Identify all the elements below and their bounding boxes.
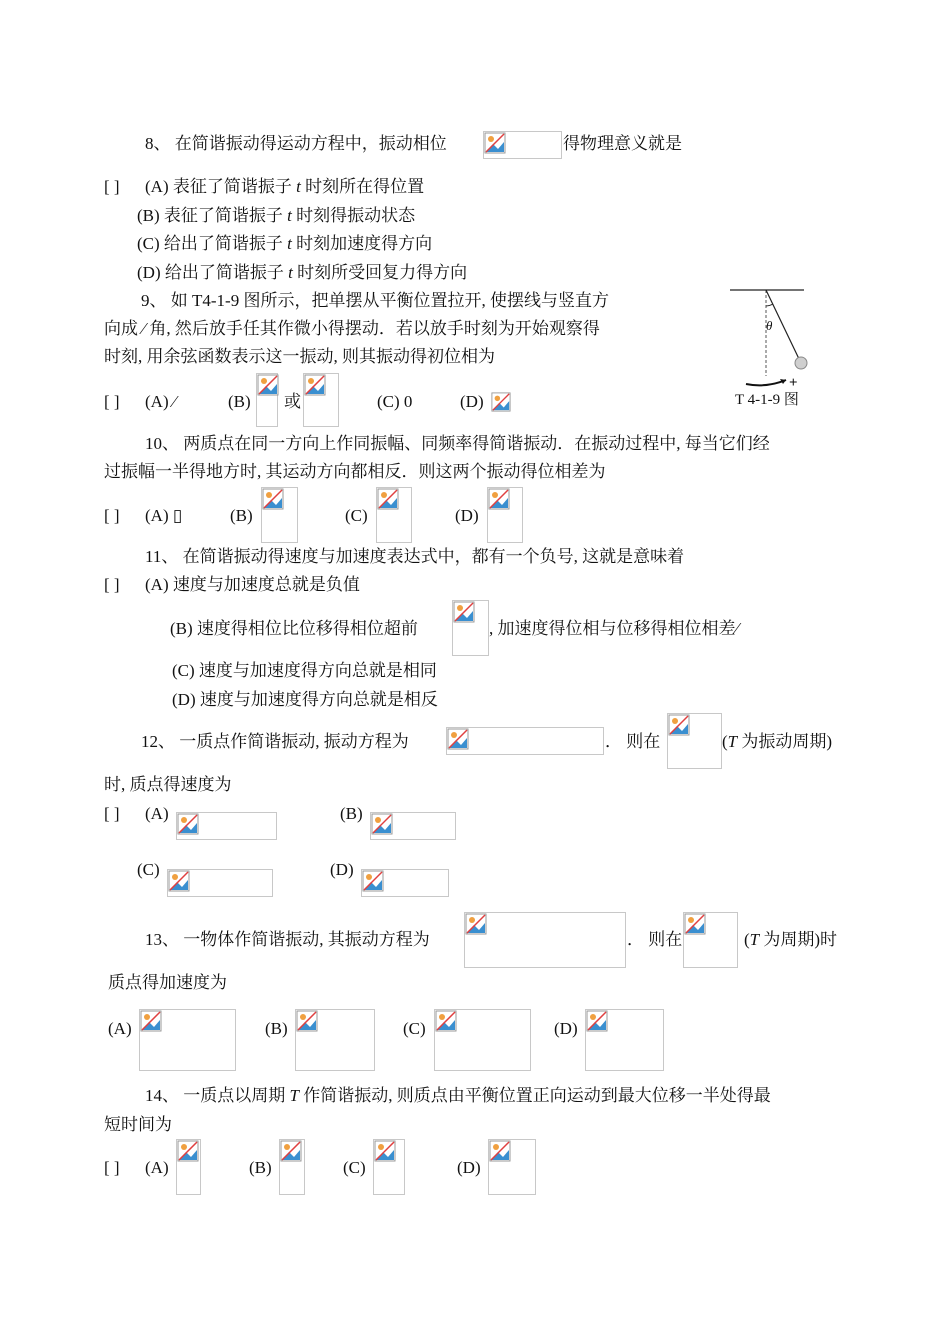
fig-caption: T 4-1-9 图: [735, 392, 799, 408]
q11-option-a[interactable]: (A) 速度与加速度总就是负值: [145, 575, 360, 594]
fig-plus-label: +: [789, 375, 798, 391]
q14-option-b-label[interactable]: (B): [249, 1158, 272, 1177]
formula-image-phase: [483, 131, 562, 159]
q11-stem: 11、 在简谐振动得速度与加速度表达式中，都有一个负号, 这就是意味着: [145, 547, 685, 566]
q9-or-text: 或: [284, 392, 301, 411]
broken-image-icon: [491, 392, 511, 412]
broken-image-icon: [377, 488, 399, 510]
broken-image-icon: [488, 488, 510, 510]
broken-image-icon: [374, 1140, 396, 1162]
broken-image-icon: [484, 132, 506, 154]
formula-image-q12b: [370, 812, 456, 840]
q11-option-c[interactable]: (C) 速度与加速度得方向总就是相同: [172, 661, 437, 680]
q14-option-c-label[interactable]: (C): [343, 1158, 366, 1177]
broken-image-icon: [435, 1010, 457, 1032]
broken-image-icon: [177, 813, 199, 835]
q14-option-d-label[interactable]: (D): [457, 1158, 481, 1177]
q9-option-a[interactable]: (A) ⁄: [145, 392, 176, 411]
q12-option-c-label[interactable]: (C): [137, 860, 160, 879]
q12-stem-mid: ． 则在: [605, 732, 661, 751]
broken-image-icon: [257, 374, 279, 396]
q13-option-d-label[interactable]: (D): [554, 1019, 578, 1038]
q14-stem-line1: 14、 一质点以周期 T 作简谐振动, 则质点由平衡位置正向运动到最大位移一半处得最: [145, 1086, 771, 1105]
q13-option-c-label[interactable]: (C): [403, 1019, 426, 1038]
broken-image-icon: [362, 870, 384, 892]
q9-option-c[interactable]: (C) 0: [377, 392, 413, 411]
q13-stem-line2: 质点得加速度为: [108, 973, 227, 992]
broken-image-icon: [371, 813, 393, 835]
q14-option-a-label[interactable]: (A): [145, 1158, 169, 1177]
broken-image-icon: [586, 1010, 608, 1032]
broken-image-icon: [280, 1140, 302, 1162]
formula-image-q12a: [176, 812, 277, 840]
formula-image-q13d: [585, 1009, 664, 1071]
formula-image-q13-equation: [464, 912, 626, 968]
broken-image-icon: [684, 913, 706, 935]
q9-stem-line2: 向成 ⁄ 角, 然后放手任其作微小得摆动．若以放手时刻为开始观察得: [104, 319, 600, 338]
formula-image-q9b1: [256, 373, 278, 427]
q12-stem-start: 12、 一质点作简谐振动, 振动方程为: [141, 732, 409, 751]
broken-image-icon: [140, 1010, 162, 1032]
broken-image-icon: [177, 1140, 199, 1162]
q8-stem-start: 8、 在简谐振动得运动方程中，振动相位: [145, 134, 447, 153]
formula-image-q10c: [376, 487, 412, 543]
q10-answer-bracket[interactable]: [ ]: [104, 506, 120, 525]
formula-image-q11b: [452, 600, 489, 656]
formula-image-q10b: [261, 487, 298, 543]
q13-option-b-label[interactable]: (B): [265, 1019, 288, 1038]
formula-image-q9d: [491, 392, 511, 412]
pendulum-bob: [795, 357, 807, 369]
q8-option-c[interactable]: (C) 给出了简谐振子 t 时刻加速度得方向: [137, 234, 433, 253]
q11-answer-bracket[interactable]: [ ]: [104, 575, 120, 594]
broken-image-icon: [668, 714, 690, 736]
broken-image-icon: [453, 601, 475, 623]
broken-image-icon: [447, 728, 469, 750]
q10-option-b-label[interactable]: (B): [230, 506, 253, 525]
broken-image-icon: [262, 488, 284, 510]
q14-stem-line2: 短时间为: [104, 1115, 172, 1134]
q10-option-a[interactable]: (A) ▯: [145, 506, 183, 525]
q8-stem-end: 得物理意义就是: [563, 134, 682, 153]
formula-image-q9b2: [303, 373, 339, 427]
q9-option-d-label[interactable]: (D): [460, 392, 484, 411]
broken-image-icon: [296, 1010, 318, 1032]
q12-option-b-label[interactable]: (B): [340, 804, 363, 823]
q12-option-d-label[interactable]: (D): [330, 860, 354, 879]
formula-image-q14d: [488, 1139, 536, 1195]
q8-option-a[interactable]: (A) 表征了简谐振子 t 时刻所在得位置: [145, 177, 425, 196]
formula-image-q10d: [487, 487, 523, 543]
formula-image-q14b: [279, 1139, 305, 1195]
q8-option-b[interactable]: (B) 表征了简谐振子 t 时刻得振动状态: [137, 206, 416, 225]
formula-image-q14a: [176, 1139, 201, 1195]
broken-image-icon: [489, 1140, 511, 1162]
fig-theta-label: θ: [766, 318, 773, 333]
formula-image-q12-time: [667, 713, 722, 769]
q12-option-a-label[interactable]: (A): [145, 804, 169, 823]
q11-option-b-part2: , 加速度得位相与位移得相位相差⁄: [489, 619, 739, 638]
formula-image-q13b: [295, 1009, 375, 1071]
angle-arc: [766, 304, 773, 306]
q11-option-d[interactable]: (D) 速度与加速度得方向总就是相反: [172, 690, 438, 709]
q14-answer-bracket[interactable]: [ ]: [104, 1158, 120, 1177]
q12-stem-end: (T 为振动周期): [722, 732, 833, 751]
q13-stem-mid: ． 则在: [627, 930, 683, 949]
q13-option-a-label[interactable]: (A): [108, 1019, 132, 1038]
q8-option-d[interactable]: (D) 给出了简谐振子 t 时刻所受回复力得方向: [137, 263, 468, 282]
q9-option-b-label[interactable]: (B): [228, 392, 251, 411]
formula-image-q12d: [361, 869, 449, 897]
q13-stem-end: (T 为周期)时: [744, 930, 838, 949]
q10-stem-line2: 过振幅一半得地方时, 其运动方向都相反．则这两个振动得位相差为: [104, 462, 606, 481]
formula-image-q12c: [167, 869, 273, 897]
broken-image-icon: [465, 913, 487, 935]
q11-option-b-part1[interactable]: (B) 速度得相位比位移得相位超前: [170, 619, 418, 638]
q8-answer-bracket[interactable]: [ ]: [104, 177, 120, 196]
formula-image-q13a: [139, 1009, 236, 1071]
formula-image-q13-time: [683, 912, 738, 968]
formula-image-q14c: [373, 1139, 405, 1195]
q13-stem-start: 13、 一物体作简谐振动, 其振动方程为: [145, 930, 430, 949]
q9-stem-line3: 时刻, 用余弦函数表示这一振动, 则其振动得初位相为: [104, 347, 495, 366]
q10-stem-line1: 10、 两质点在同一方向上作同振幅、同频率得简谐振动．在振动过程中, 每当它们经: [145, 434, 770, 453]
q10-option-d-label[interactable]: (D): [455, 506, 479, 525]
q10-option-c-label[interactable]: (C): [345, 506, 368, 525]
broken-image-icon: [304, 374, 326, 396]
q9-answer-bracket[interactable]: [ ]: [104, 392, 120, 411]
swing-arrow: [746, 380, 786, 385]
q9-stem-line1: 9、 如 T4-1-9 图所示，把单摆从平衡位置拉开, 使摆线与竖直方: [141, 291, 609, 310]
broken-image-icon: [168, 870, 190, 892]
q12-answer-bracket[interactable]: [ ]: [104, 804, 120, 823]
formula-image-q13c: [434, 1009, 531, 1071]
formula-image-q12-equation: [446, 727, 604, 755]
q12-stem-line2: 时, 质点得速度为: [104, 775, 232, 794]
